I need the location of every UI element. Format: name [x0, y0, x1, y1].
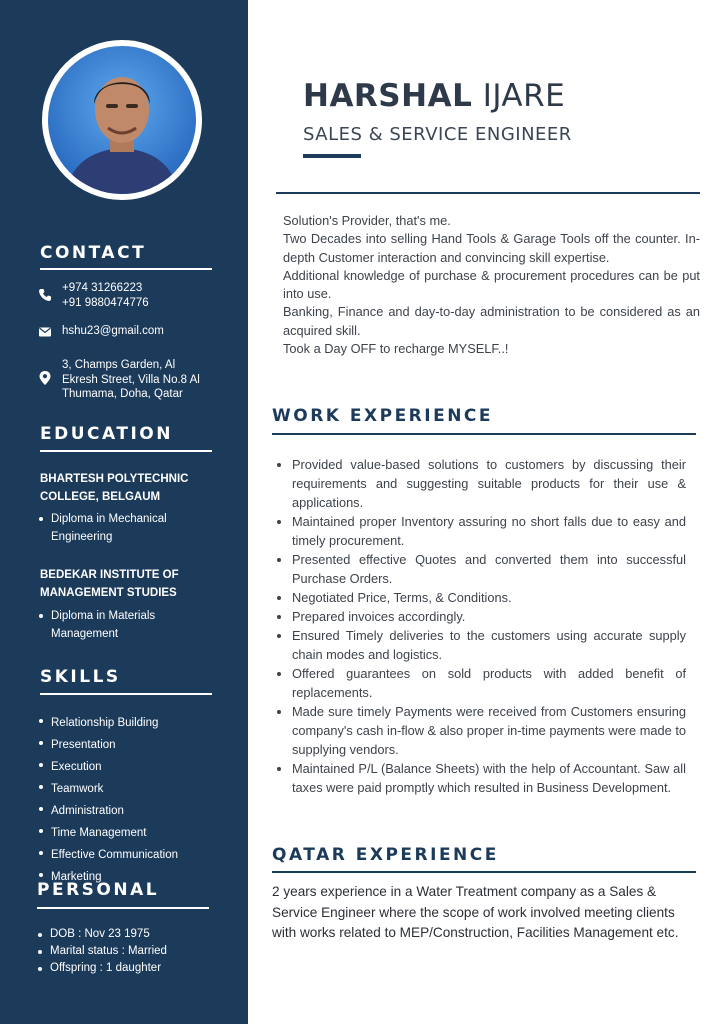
- personal-item: Marital status : Married: [50, 943, 167, 960]
- qatar-experience-divider: [272, 871, 696, 873]
- email[interactable]: hshu23@gmail.com: [62, 325, 164, 337]
- degree-item: [51, 607, 155, 643]
- degree-line: Engineering: [51, 531, 113, 543]
- last-name: IJARE: [482, 78, 566, 114]
- skills-list: [38, 712, 178, 888]
- phone-2: +91 9880474776: [62, 297, 149, 309]
- education-divider: [40, 450, 212, 452]
- personal-divider: [37, 907, 209, 909]
- work-experience-list: [292, 455, 686, 797]
- skill-item: Effective Communication: [51, 844, 178, 866]
- institution-line: MANAGEMENT STUDIES: [40, 587, 177, 599]
- mail-icon: [38, 325, 52, 339]
- skill-item: Execution: [51, 756, 178, 778]
- skill-item: Relationship Building: [51, 712, 178, 734]
- profile-photo: [48, 46, 196, 194]
- address-line-1: 3, Champs Garden, Al: [62, 359, 176, 371]
- work-item: Ensured Timely deliveries to the customers using accurate supply chain modes and logistics.: [292, 628, 686, 662]
- profile-summary: [283, 212, 700, 358]
- personal-title: PERSONAL: [37, 880, 160, 900]
- title-accent-bar: [303, 154, 361, 158]
- skills-title: SKILLS: [40, 667, 121, 687]
- personal-item: Offspring : 1 daughter: [50, 960, 167, 977]
- address-line-2: Ekresh Street, Villa No.8 Al: [62, 374, 200, 386]
- full-name: [303, 78, 565, 114]
- contact-title: CONTACT: [40, 243, 147, 263]
- personal-list: [37, 926, 167, 977]
- institution-line: COLLEGE, BELGAUM: [40, 491, 161, 503]
- contact-divider: [40, 268, 212, 270]
- job-title: SALES & SERVICE ENGINEER: [303, 124, 572, 145]
- work-item: Provided value-based solutions to customers by discussing their requirements and suggesting suitable products for their use & applications.: [292, 457, 686, 510]
- work-item: Maintained P/L (Balance Sheets) with the help of Accountant. Saw all taxes were paid promptly which resulted in Business Development.: [292, 761, 686, 795]
- work-item: Prepared invoices accordingly.: [292, 607, 686, 626]
- work-experience-title: WORK EXPERIENCE: [272, 406, 494, 426]
- work-item: Presented effective Quotes and converted them into successful Purchase Orders.: [292, 552, 686, 586]
- phone-icon: [38, 288, 52, 302]
- summary-line: Solution's Provider, that's me.: [283, 213, 451, 228]
- work-item: Offered guarantees on sold products with added benefit of replacements.: [292, 666, 686, 700]
- skill-item: Presentation: [51, 734, 178, 756]
- qatar-experience-title: QATAR EXPERIENCE: [272, 845, 499, 865]
- education-institution: [40, 470, 220, 506]
- summary-line: Additional knowledge of purchase & procurement procedures can be put into use.: [283, 267, 700, 302]
- education-degree: [38, 607, 155, 643]
- degree-line: Diploma in Mechanical: [51, 513, 167, 525]
- degree-line: Management: [51, 628, 119, 640]
- location-pin-icon: [38, 370, 52, 386]
- phone-1: +974 31266223: [62, 282, 143, 294]
- education-title: EDUCATION: [40, 424, 173, 444]
- institution-line: BEDEKAR INSTITUTE OF: [40, 569, 179, 581]
- summary-line: Two Decades into selling Hand Tools & Garage Tools off the counter. In-depth Customer interaction and convincing skill expertise.: [283, 231, 700, 265]
- first-name: HARSHAL: [303, 78, 473, 114]
- summary-line: Banking, Finance and day-to-day administration to be considered as an acquired skill.: [283, 304, 700, 338]
- degree-item: [51, 510, 167, 546]
- education-degree: [38, 510, 167, 546]
- sidebar: [0, 0, 248, 1024]
- header-divider: [276, 192, 700, 194]
- work-experience-divider: [272, 433, 696, 435]
- skill-item: Administration: [51, 800, 178, 822]
- education-institution: [40, 566, 220, 602]
- personal-item: DOB : Nov 23 1975: [50, 926, 167, 943]
- summary-line: Took a Day OFF to recharge MYSELF..!: [283, 341, 509, 357]
- skill-item: Time Management: [51, 822, 178, 844]
- work-item: Negotiated Price, Terms, & Conditions.: [292, 588, 686, 607]
- degree-line: Diploma in Materials: [51, 610, 156, 622]
- work-item: Maintained proper Inventory assuring no short falls due to easy and timely procurement.: [292, 514, 686, 548]
- skills-divider: [40, 693, 212, 695]
- address-line-3: Thumama, Doha, Qatar: [62, 388, 183, 400]
- work-item: Made sure timely Payments were received from Customers ensuring company's cash in-flow & also proper in-time payments were made to supplying vendors.: [292, 704, 686, 757]
- institution-line: BHARTESH POLYTECHNIC: [40, 473, 189, 485]
- skill-item: Teamwork: [51, 778, 178, 800]
- skill-item: Marketing: [51, 866, 178, 888]
- qatar-experience-text: 2 years experience in a Water Treatment company as a Sales & Service Engineer where the scope of work involved meeting clients with works related to MEP/Construction, Facilities Management etc.: [272, 884, 679, 940]
